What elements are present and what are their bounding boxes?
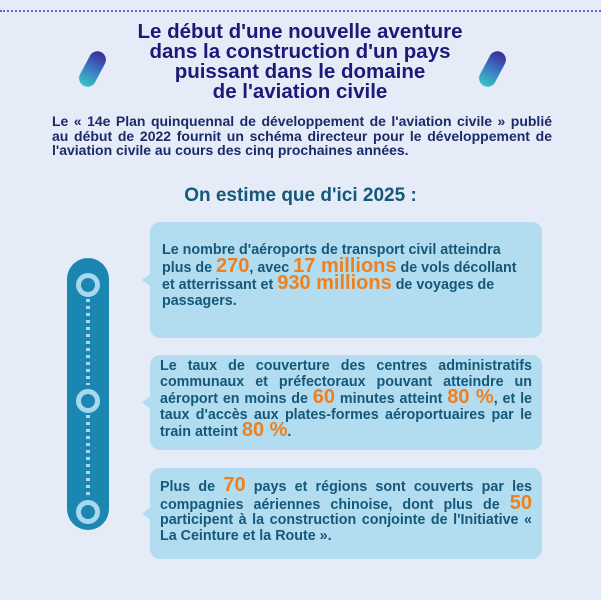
stat-card-3 [150,468,542,559]
highlight-number: 80 % [241,419,288,441]
card-text [160,359,532,441]
card-text-segment: de voyages de passagers. [162,277,495,309]
highlight-number: 50 [509,491,532,514]
card-text-segment: de vols décollant et atterrissant et [162,259,517,293]
card-text [162,243,532,309]
timeline-node-2-icon [76,389,100,413]
highlight-number: 930 millions [277,272,392,294]
card-text-segment: minutes atteint [335,391,448,407]
timeline-bar [67,258,109,530]
title-line-1: Le début d'une nouvelle aventure [137,20,463,43]
highlight-number: 17 millions [293,254,397,277]
card-text [160,474,532,544]
timeline-dots [86,299,90,385]
intro-paragraph: Le « 14e Plan quinquennal de développement de l'aviation civile » publié au début de 2022 fournit un schéma directeur pour le développement de l'aviation civile au cours des cinq prochaines années. [52,113,552,158]
title-line-3: puissant dans le domaine [174,60,426,83]
timeline-node-3-icon [76,500,100,524]
title-line-4: de l'aviation civile [212,80,388,103]
card-text-segment: Le taux de couverture des centres administratifs communaux et préfectoraux pouvant atteindre un aéroport en moins de [160,358,532,407]
card-text-segment: Le nombre d'aéroports de transport civil atteindra plus de [162,242,501,276]
top-dotted-divider [0,10,601,12]
card-text-segment: participent à la construction conjointe de l'Initiative « La Ceinture et la Route ». [160,512,532,544]
timeline-dots [86,415,90,497]
stat-card-1 [150,222,542,338]
card-text-segment: , avec [249,259,294,276]
highlight-number: 270 [216,254,250,277]
highlight-number: 80 % [447,386,494,408]
highlight-number: 70 [223,474,246,496]
card-text-segment: pays et régions sont couverts par les compagnies aériennes chinoise, dont plus de [160,479,532,513]
stat-card-2 [150,355,542,450]
card-text-segment: Plus de [160,479,224,495]
page-title [100,22,500,102]
card-text-segment: . [287,424,292,440]
timeline-node-1-icon [76,273,100,297]
highlight-number: 60 [312,386,336,408]
card-text-segment: , et le taux d'accès aux plates-formes aéroportuaires par le train atteint [160,391,532,440]
title-line-2: dans la construction d'un pays [149,40,451,63]
section-subtitle: On estime que d'ici 2025 : [184,185,417,206]
